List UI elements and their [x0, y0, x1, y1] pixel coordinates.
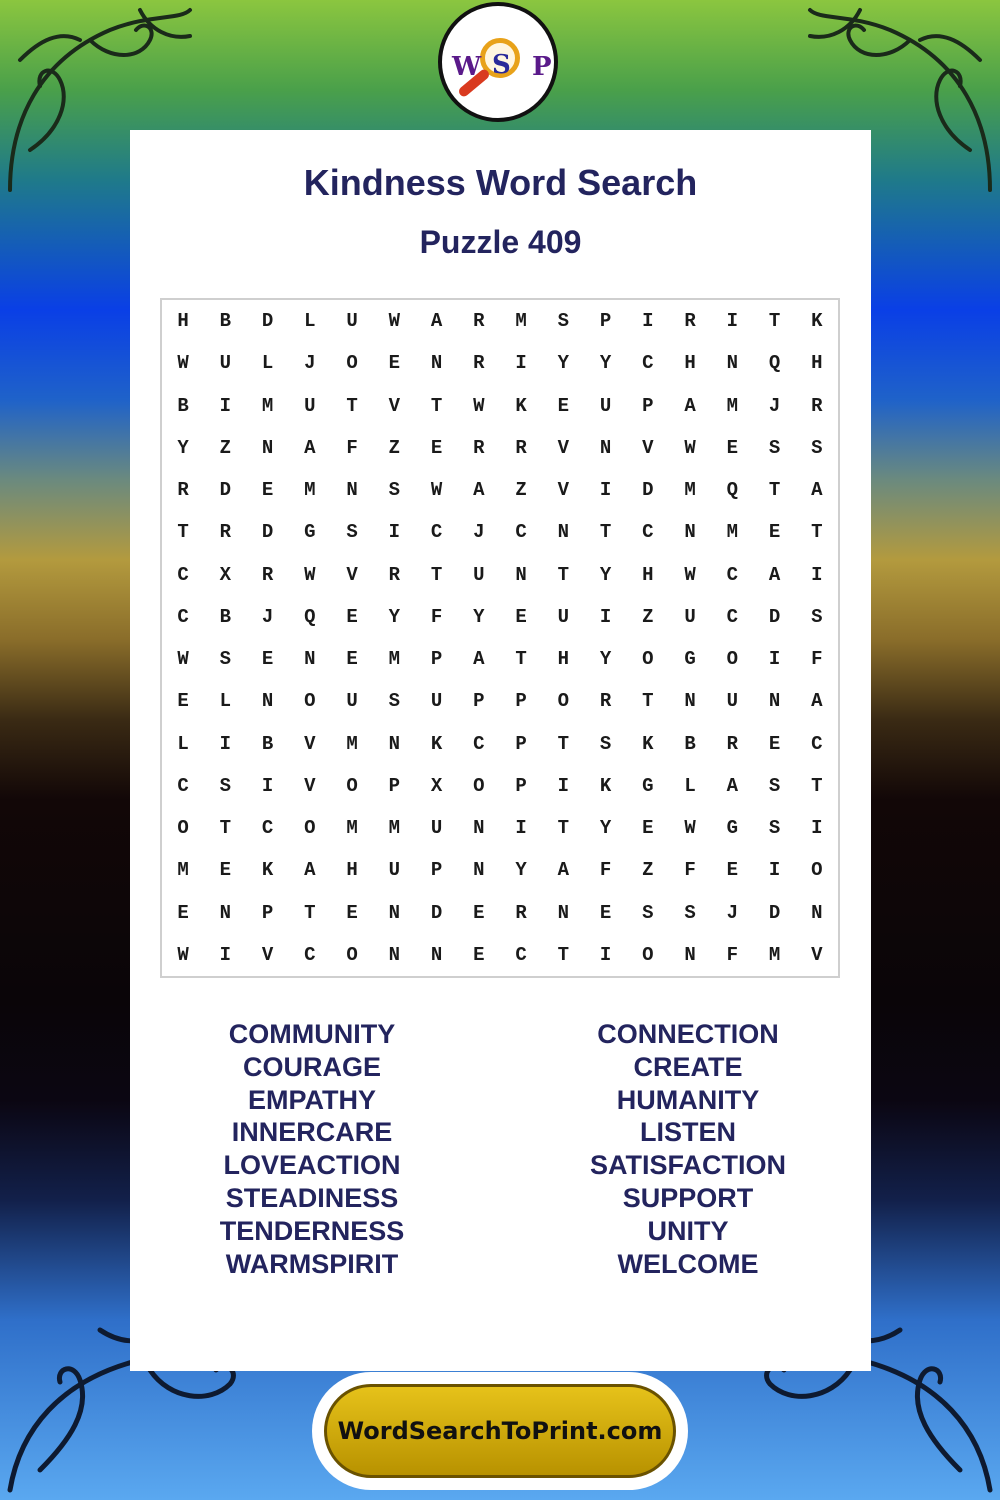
grid-cell[interactable]: A	[768, 563, 781, 586]
grid-cell[interactable]: N	[684, 521, 696, 544]
grid-cell[interactable]: K	[811, 310, 823, 333]
word-list-item: TENDERNESS	[219, 1215, 405, 1246]
grid-cell[interactable]: W	[177, 943, 189, 966]
grid-cell[interactable]: S	[388, 690, 401, 713]
grid-cell[interactable]: S	[768, 436, 781, 459]
grid-cell[interactable]: A	[473, 648, 485, 671]
grid-cell[interactable]: C	[177, 563, 189, 586]
grid-cell[interactable]: E	[177, 690, 189, 713]
grid-cell[interactable]: G	[642, 774, 654, 797]
grid-cell[interactable]: I	[599, 605, 612, 628]
grid-cell[interactable]: R	[261, 563, 274, 586]
grid-cell[interactable]: O	[811, 859, 823, 882]
grid-cell[interactable]: V	[304, 774, 316, 797]
grid-cell[interactable]: I	[726, 310, 739, 333]
grid-cell[interactable]: O	[304, 690, 316, 713]
grid-cell[interactable]: B	[219, 605, 232, 628]
grid-cell[interactable]: J	[473, 521, 485, 544]
grid-cell[interactable]: I	[557, 774, 570, 797]
grid-cell[interactable]: O	[304, 817, 316, 840]
word-list-item: COURAGE	[242, 1051, 381, 1082]
grid-cell[interactable]: Q	[768, 352, 781, 375]
grid-cell[interactable]: S	[811, 605, 823, 628]
grid-cell[interactable]: H	[684, 352, 696, 375]
grid-cell[interactable]: S	[219, 774, 232, 797]
grid-cell[interactable]: D	[642, 479, 654, 502]
grid-cell[interactable]: D	[768, 605, 781, 628]
grid-cell[interactable]: N	[388, 943, 401, 966]
grid-cell[interactable]: C	[473, 732, 485, 755]
grid-cell[interactable]: M	[726, 394, 739, 417]
grid-cell[interactable]: M	[726, 521, 739, 544]
grid-cell[interactable]: T	[304, 901, 316, 924]
grid-cell[interactable]: I	[261, 774, 274, 797]
word-list-item: UNITY	[647, 1215, 729, 1246]
grid-cell[interactable]: U	[430, 817, 443, 840]
grid-cell[interactable]: E	[726, 436, 739, 459]
grid-cell[interactable]: V	[642, 436, 654, 459]
word-list-item: INNERCARE	[231, 1117, 393, 1148]
grid-cell[interactable]: C	[177, 774, 189, 797]
grid-cell[interactable]: R	[515, 901, 527, 924]
grid-cell[interactable]: O	[346, 774, 358, 797]
grid-cell[interactable]: W	[684, 436, 696, 459]
grid-cell[interactable]: F	[430, 605, 443, 628]
grid-cell[interactable]: R	[726, 732, 739, 755]
grid-cell[interactable]: H	[642, 563, 654, 586]
grid-cell[interactable]: U	[304, 394, 316, 417]
grid-cell[interactable]: E	[642, 817, 654, 840]
grid-cell[interactable]: P	[515, 732, 527, 755]
grid-cell[interactable]: S	[219, 648, 232, 671]
grid-cell[interactable]: N	[219, 901, 232, 924]
grid-cell[interactable]: T	[430, 394, 443, 417]
grid-cell[interactable]: P	[261, 901, 274, 924]
grid-cell[interactable]: W	[473, 394, 485, 417]
grid-cell[interactable]: G	[304, 521, 316, 544]
grid-cell[interactable]: C	[726, 563, 739, 586]
grid-cell[interactable]: I	[219, 394, 232, 417]
grid-cell[interactable]: C	[642, 352, 654, 375]
grid-cell[interactable]: V	[304, 732, 316, 755]
grid-cell[interactable]: F	[346, 436, 358, 459]
grid-cell[interactable]: M	[388, 648, 401, 671]
grid-cell[interactable]: O	[642, 648, 654, 671]
grid-cell[interactable]: T	[557, 943, 570, 966]
grid-cell[interactable]: J	[304, 352, 316, 375]
grid-cell[interactable]: L	[304, 310, 316, 333]
grid-cell[interactable]: N	[388, 901, 401, 924]
grid-cell[interactable]: Q	[726, 479, 739, 502]
grid-cell[interactable]: D	[261, 521, 274, 544]
grid-cell[interactable]: I	[768, 648, 781, 671]
grid-cell[interactable]: N	[304, 648, 316, 671]
wsp-logo[interactable]	[438, 2, 558, 122]
grid-cell[interactable]: V	[261, 943, 274, 966]
grid-cell[interactable]: V	[557, 479, 570, 502]
grid-cell[interactable]: T	[346, 394, 358, 417]
grid-cell[interactable]: H	[177, 310, 189, 333]
grid-cell[interactable]: Y	[599, 352, 612, 375]
grid-cell[interactable]: M	[346, 817, 358, 840]
grid-cell[interactable]: Y	[177, 436, 189, 459]
grid-cell[interactable]: N	[684, 943, 696, 966]
grid-cell[interactable]: E	[219, 859, 232, 882]
grid-cell[interactable]: U	[346, 310, 358, 333]
grid-cell[interactable]: U	[219, 352, 232, 375]
grid-cell[interactable]: E	[557, 394, 570, 417]
word-list-right	[538, 1018, 838, 1280]
grid-cell[interactable]: Y	[599, 817, 612, 840]
grid-cell[interactable]: E	[430, 436, 443, 459]
grid-cell[interactable]: O	[346, 943, 358, 966]
grid-cell[interactable]: C	[515, 943, 527, 966]
grid-cell[interactable]: C	[261, 817, 274, 840]
grid-cell[interactable]: E	[768, 521, 781, 544]
word-list-item: STEADINESS	[225, 1182, 399, 1213]
grid-cell[interactable]: T	[811, 774, 823, 797]
grid-cell[interactable]: E	[346, 648, 358, 671]
grid-cell[interactable]: L	[177, 732, 189, 755]
grid-cell[interactable]: T	[557, 732, 570, 755]
grid-cell[interactable]: E	[388, 352, 401, 375]
grid-cell[interactable]: C	[177, 605, 189, 628]
grid-cell[interactable]: C	[515, 521, 527, 544]
grid-cell[interactable]: N	[557, 901, 570, 924]
grid-cell[interactable]: R	[219, 521, 232, 544]
grid-cell[interactable]: F	[811, 648, 823, 671]
grid-cell[interactable]: M	[388, 817, 401, 840]
word-list-item: EMPATHY	[248, 1084, 376, 1115]
word-list-left	[162, 1018, 462, 1280]
grid-cell[interactable]: U	[388, 859, 401, 882]
grid-cell[interactable]: Y	[599, 648, 612, 671]
grid-cell[interactable]: R	[684, 310, 696, 333]
grid-cell[interactable]: I	[642, 310, 654, 333]
grid-cell[interactable]: E	[768, 732, 781, 755]
grid-cell[interactable]: O	[346, 352, 358, 375]
logo-letter-w: W	[452, 52, 482, 82]
grid-cell[interactable]: R	[473, 310, 485, 333]
grid-cell[interactable]: W	[304, 563, 316, 586]
grid-cell[interactable]: Y	[557, 352, 570, 375]
grid-cell[interactable]: P	[430, 648, 443, 671]
grid-cell[interactable]: A	[304, 859, 316, 882]
grid-cell[interactable]: E	[177, 901, 189, 924]
grid-cell[interactable]: G	[726, 817, 739, 840]
grid-cell[interactable]: E	[346, 901, 358, 924]
grid-cell[interactable]: X	[430, 774, 443, 797]
grid-cell[interactable]: A	[304, 436, 316, 459]
grid-cell[interactable]: D	[219, 479, 232, 502]
grid-cell[interactable]: D	[430, 901, 443, 924]
grid-cell[interactable]: R	[177, 479, 189, 502]
page-title: Kindness Word Search	[303, 162, 698, 203]
grid-cell[interactable]: M	[177, 859, 189, 882]
grid-cell[interactable]: D	[768, 901, 781, 924]
grid-cell[interactable]: S	[768, 817, 781, 840]
grid-cell[interactable]: Y	[473, 605, 485, 628]
word-list-item: WELCOME	[617, 1248, 759, 1279]
grid-cell[interactable]: Z	[642, 605, 654, 628]
grid-cell[interactable]: O	[557, 690, 570, 713]
grid-cell[interactable]: J	[768, 394, 781, 417]
grid-cell[interactable]: T	[515, 648, 527, 671]
grid-cell[interactable]: C	[642, 521, 654, 544]
grid-cell[interactable]: W	[177, 648, 189, 671]
grid-cell[interactable]: T	[768, 479, 781, 502]
grid-cell[interactable]: Y	[388, 605, 401, 628]
grid-cell[interactable]: Z	[219, 436, 232, 459]
grid-cell[interactable]: I	[515, 352, 527, 375]
grid-cell[interactable]: O	[473, 774, 485, 797]
grid-cell[interactable]: M	[515, 310, 527, 333]
grid-cell[interactable]: C	[726, 605, 739, 628]
grid-cell[interactable]: V	[557, 436, 570, 459]
grid-cell[interactable]: I	[599, 943, 612, 966]
grid-cell[interactable]: N	[768, 690, 781, 713]
grid-cell[interactable]: N	[811, 901, 823, 924]
grid-cell[interactable]: I	[599, 479, 612, 502]
grid-cell[interactable]: N	[346, 479, 358, 502]
grid-cell[interactable]: U	[473, 563, 485, 586]
grid-cell[interactable]: M	[346, 732, 358, 755]
grid-cell[interactable]: M	[304, 479, 316, 502]
grid-cell[interactable]: W	[684, 563, 696, 586]
grid-cell[interactable]: N	[473, 817, 485, 840]
grid-cell[interactable]: T	[599, 521, 612, 544]
grid-cell[interactable]: W	[430, 479, 443, 502]
grid-cell[interactable]: U	[557, 605, 570, 628]
grid-cell[interactable]: T	[642, 690, 654, 713]
grid-cell[interactable]: N	[557, 521, 570, 544]
grid-cell[interactable]: A	[473, 479, 485, 502]
grid-cell[interactable]: T	[219, 817, 232, 840]
grid-cell[interactable]: K	[261, 859, 274, 882]
grid-cell[interactable]: A	[726, 774, 739, 797]
grid-cell[interactable]: C	[304, 943, 316, 966]
grid-cell[interactable]: U	[684, 605, 696, 628]
grid-cell[interactable]: Q	[304, 605, 316, 628]
grid-cell[interactable]: B	[177, 394, 189, 417]
grid-cell[interactable]: B	[219, 310, 232, 333]
word-list-item: CONNECTION	[597, 1019, 779, 1049]
grid-cell[interactable]: P	[473, 690, 485, 713]
grid-cell[interactable]: I	[515, 817, 527, 840]
grid-cell[interactable]: T	[811, 521, 823, 544]
grid-cell[interactable]: I	[219, 943, 232, 966]
grid-cell[interactable]: X	[219, 563, 232, 586]
word-list-item: SATISFACTION	[589, 1150, 786, 1181]
grid-cell[interactable]: A	[430, 310, 443, 333]
word-list-item: LOVEACTION	[223, 1150, 401, 1181]
word-list-item: HUMANITY	[616, 1084, 760, 1115]
grid-cell[interactable]: N	[473, 859, 485, 882]
grid-cell[interactable]: T	[177, 521, 189, 544]
grid-cell[interactable]: F	[726, 943, 739, 966]
grid-cell[interactable]: T	[557, 817, 570, 840]
grid-cell[interactable]: J	[261, 605, 274, 628]
grid-cell[interactable]: N	[261, 690, 274, 713]
grid-cell[interactable]: U	[346, 690, 358, 713]
grid-cell[interactable]: O	[726, 648, 739, 671]
grid-cell[interactable]: L	[684, 774, 696, 797]
grid-cell[interactable]: N	[388, 732, 401, 755]
grid-cell[interactable]: U	[726, 690, 739, 713]
grid-cell[interactable]: R	[515, 436, 527, 459]
grid-cell[interactable]: A	[811, 690, 823, 713]
grid-cell[interactable]: S	[642, 901, 654, 924]
grid-cell[interactable]: P	[430, 859, 443, 882]
grid-cell[interactable]: E	[599, 901, 612, 924]
grid-cell[interactable]: N	[515, 563, 527, 586]
grid-cell[interactable]: Y	[515, 859, 527, 882]
grid-cell[interactable]: T	[768, 310, 781, 333]
grid-cell[interactable]: C	[430, 521, 443, 544]
grid-cell[interactable]: P	[515, 774, 527, 797]
grid-cell[interactable]: S	[388, 479, 401, 502]
grid-cell[interactable]: F	[684, 859, 696, 882]
grid-cell[interactable]: P	[599, 310, 612, 333]
puzzle-number: Puzzle 409	[419, 224, 582, 260]
grid-cell[interactable]: E	[261, 479, 274, 502]
logo-letter-s: S	[492, 50, 511, 80]
word-list-item: LISTEN	[639, 1117, 736, 1148]
grid-cell[interactable]: E	[346, 605, 358, 628]
grid-cell[interactable]: N	[430, 352, 443, 375]
grid-cell[interactable]: A	[811, 479, 823, 502]
grid-cell[interactable]: I	[219, 732, 232, 755]
grid-cell[interactable]: F	[599, 859, 612, 882]
grid-cell[interactable]: M	[684, 479, 696, 502]
grid-cell[interactable]: E	[473, 901, 485, 924]
grid-cell[interactable]: I	[768, 859, 781, 882]
grid-cell[interactable]: Z	[642, 859, 654, 882]
grid-cell[interactable]: P	[515, 690, 527, 713]
grid-cell[interactable]: A	[557, 859, 570, 882]
word-list-item: CREATE	[633, 1051, 743, 1082]
grid-cell[interactable]: N	[599, 436, 612, 459]
grid-cell[interactable]: Z	[515, 479, 527, 502]
website-link-label: WordSearchToPrint.com	[337, 1417, 663, 1445]
grid-cell[interactable]: L	[261, 352, 274, 375]
grid-cell[interactable]: N	[726, 352, 739, 375]
grid-cell[interactable]: I	[388, 521, 401, 544]
grid-cell[interactable]: H	[811, 352, 823, 375]
grid-cell[interactable]: Z	[388, 436, 401, 459]
grid-cell[interactable]: J	[726, 901, 739, 924]
grid-cell[interactable]: U	[430, 690, 443, 713]
grid-cell[interactable]: R	[811, 394, 823, 417]
grid-cell[interactable]: O	[642, 943, 654, 966]
grid-cell[interactable]: E	[515, 605, 527, 628]
grid-cell[interactable]: H	[346, 859, 358, 882]
letter-grid[interactable]	[160, 298, 840, 978]
grid-cell[interactable]: D	[261, 310, 274, 333]
grid-cell[interactable]: R	[473, 436, 485, 459]
grid-cell[interactable]: A	[684, 394, 696, 417]
word-list-item: WARMSPIRIT	[225, 1248, 399, 1279]
grid-cell[interactable]: W	[388, 310, 401, 333]
grid-cell[interactable]: B	[261, 732, 274, 755]
grid-cell[interactable]: C	[811, 732, 823, 755]
grid-cell[interactable]: Y	[599, 563, 612, 586]
grid-cell[interactable]: W	[177, 352, 189, 375]
grid-cell[interactable]: N	[261, 436, 274, 459]
logo-letter-p: P	[532, 52, 552, 82]
grid-cell[interactable]: T	[430, 563, 443, 586]
grid-cell[interactable]: N	[684, 690, 696, 713]
grid-cell[interactable]: O	[177, 817, 189, 840]
grid-cell[interactable]: E	[726, 859, 739, 882]
grid-cell[interactable]: E	[261, 648, 274, 671]
website-link-button[interactable]	[324, 1384, 676, 1478]
grid-cell[interactable]: N	[430, 943, 443, 966]
grid-cell[interactable]: S	[684, 901, 696, 924]
grid-cell[interactable]: E	[473, 943, 485, 966]
grid-cell[interactable]: G	[684, 648, 696, 671]
grid-cell[interactable]: S	[557, 310, 570, 333]
grid-cell[interactable]: R	[388, 563, 401, 586]
grid-cell[interactable]: M	[768, 943, 781, 966]
grid-cell[interactable]: R	[599, 690, 612, 713]
grid-cell[interactable]: W	[684, 817, 696, 840]
grid-cell[interactable]: S	[768, 774, 781, 797]
grid-cell[interactable]: P	[388, 774, 401, 797]
grid-cell[interactable]: S	[346, 521, 358, 544]
grid-cell[interactable]: B	[684, 732, 696, 755]
grid-cell[interactable]: U	[599, 394, 612, 417]
grid-cell[interactable]: K	[599, 774, 612, 797]
grid-cell[interactable]: P	[642, 394, 654, 417]
grid-cell[interactable]: I	[811, 563, 823, 586]
grid-cell[interactable]: L	[219, 690, 232, 713]
grid-cell[interactable]: H	[557, 648, 570, 671]
grid-cell[interactable]: V	[346, 563, 358, 586]
grid-cell[interactable]: K	[515, 394, 527, 417]
grid-cell[interactable]: I	[811, 817, 823, 840]
word-list-item: COMMUNITY	[228, 1019, 396, 1049]
grid-cell[interactable]: R	[473, 352, 485, 375]
grid-cell[interactable]: K	[430, 732, 443, 755]
grid-cell[interactable]: S	[599, 732, 612, 755]
grid-cell[interactable]: T	[557, 563, 570, 586]
word-list-item: SUPPORT	[622, 1182, 754, 1213]
grid-cell[interactable]: S	[811, 436, 823, 459]
grid-cell[interactable]: V	[388, 394, 401, 417]
grid-cell[interactable]: M	[261, 394, 274, 417]
grid-cell[interactable]: K	[642, 732, 654, 755]
grid-cell[interactable]: V	[811, 943, 823, 966]
